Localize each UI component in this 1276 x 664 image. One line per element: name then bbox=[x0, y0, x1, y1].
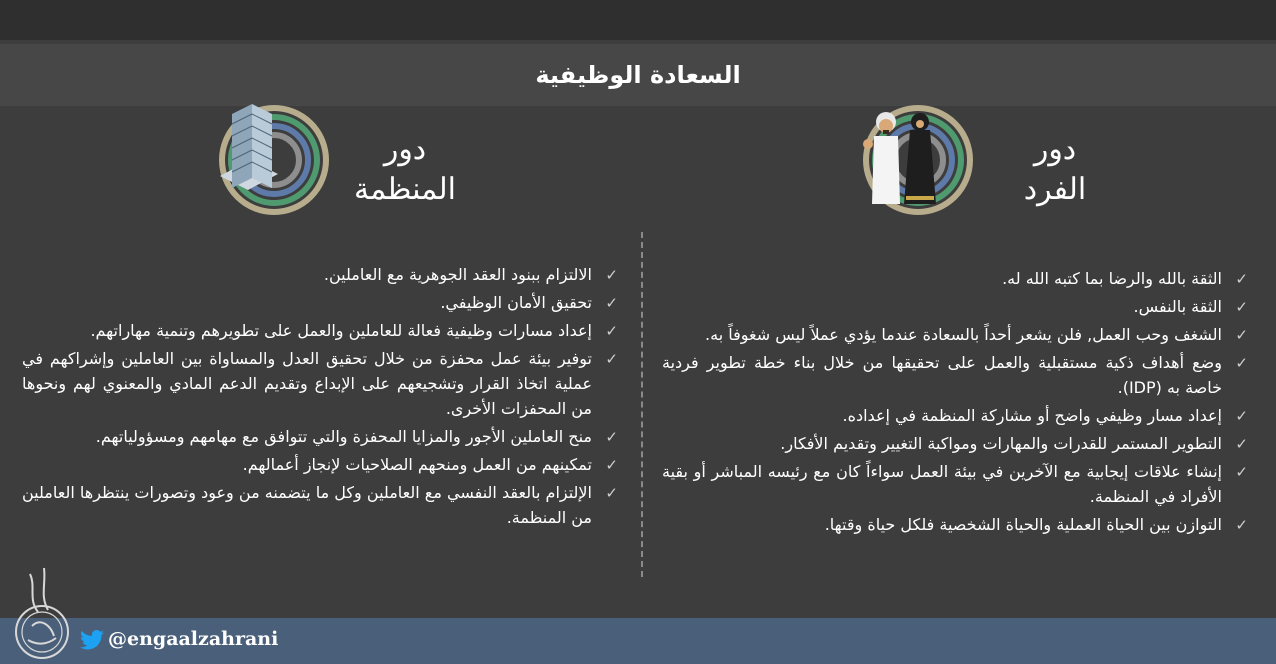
building-icon bbox=[220, 104, 278, 190]
check-icon: ✓ bbox=[1235, 354, 1248, 372]
list-item: ✓ إنشاء علاقات إيجابية مع الآخرين في بيئة العمل سواءاً كان مع رئيسه المباشر أو بقية الأفراد في المنظمة. bbox=[662, 462, 1248, 506]
check-icon: ✓ bbox=[1235, 298, 1248, 316]
list-item: ✓ الشغف وحب العمل, فلن يشعر أحداً بالسعادة عندما يؤدي عملاً ليس شغوفاً به. bbox=[662, 322, 1252, 347]
check-icon: ✓ bbox=[1235, 407, 1248, 425]
list-item: ✓ منح العاملين الأجور والمزايا المحفزة والتي تتوافق مع مهامهم ومسؤولياتهم. bbox=[22, 424, 622, 449]
check-icon: ✓ bbox=[605, 484, 618, 502]
check-icon: ✓ bbox=[1235, 435, 1248, 453]
list-item: ✓ الإلتزام بالعقد النفسي مع العاملين وكل ما يتضمنه من وعود وتصورات ينتظرها العاملين من المنظمة. bbox=[22, 483, 618, 527]
list-item: ✓ توفير بيئة عمل محفزة من خلال تحقيق العدل والمساواة بين العاملين وإشراكهم في عملية اتخاذ القرار وتشجيعهم على الإبداع وتقديم الدعم المادي والمعنوي لهم ونحوها من المحفزات الأخرى. bbox=[22, 349, 618, 418]
twitter-handle[interactable]: @engaalzahrani bbox=[108, 628, 279, 650]
check-icon: ✓ bbox=[605, 294, 618, 312]
list-item: ✓ الالتزام ببنود العقد الجوهرية مع العاملين. bbox=[22, 262, 622, 287]
organization-emblem bbox=[218, 104, 330, 216]
list-item: ✓ التوازن بين الحياة العملية والحياة الشخصية فلكل حياة وقتها. bbox=[662, 512, 1252, 537]
list-item: ✓ الثقة بالله والرضا بما كتبه الله له. bbox=[662, 266, 1252, 291]
top-band bbox=[0, 0, 1276, 40]
check-icon: ✓ bbox=[605, 322, 618, 340]
twitter-bird-icon[interactable] bbox=[80, 629, 104, 651]
organization-heading-line2: المنظمة bbox=[354, 172, 456, 207]
check-icon: ✓ bbox=[1235, 516, 1248, 534]
page-title: السعادة الوظيفية bbox=[535, 61, 741, 89]
check-icon: ✓ bbox=[1235, 270, 1248, 288]
couple-icon bbox=[863, 112, 936, 204]
list-item: ✓ الثقة بالنفس. bbox=[662, 294, 1252, 319]
organization-heading bbox=[340, 130, 470, 210]
list-item: ✓ تحقيق الأمان الوظيفي. bbox=[22, 290, 622, 315]
list-item: ✓ وضع أهداف ذكية مستقبلية والعمل على تحقيقها من خلال بناء خطة تطوير فردية خاصة به (IDP). bbox=[662, 353, 1248, 397]
individual-heading-line1: دور bbox=[1033, 132, 1077, 167]
list-item: ✓ إعداد مسارات وظيفية فعالة للعاملين والعمل على تطويرهم وتنمية مهاراتهم. bbox=[22, 318, 622, 343]
list-item: ✓ تمكينهم من العمل ومنحهم الصلاحيات لإنجاز أعمالهم. bbox=[22, 452, 622, 477]
column-divider bbox=[641, 232, 643, 577]
individual-list bbox=[662, 266, 1252, 540]
check-icon: ✓ bbox=[605, 428, 618, 446]
check-icon: ✓ bbox=[605, 350, 618, 368]
check-icon: ✓ bbox=[1235, 463, 1248, 481]
individual-heading-line2: الفرد bbox=[1023, 172, 1087, 207]
check-icon: ✓ bbox=[1235, 326, 1248, 344]
list-item: ✓ إعداد مسار وظيفي واضح أو مشاركة المنظمة في إعداده. bbox=[662, 403, 1252, 428]
organization-heading-line1: دور bbox=[383, 132, 427, 167]
calligraphy-logo-icon bbox=[10, 566, 76, 662]
list-item: ✓ التطوير المستمر للقدرات والمهارات ومواكبة التغيير وتقديم الأفكار. bbox=[662, 431, 1252, 456]
individual-emblem bbox=[862, 104, 974, 216]
organization-list bbox=[22, 262, 622, 533]
check-icon: ✓ bbox=[605, 266, 618, 284]
title-band bbox=[0, 44, 1276, 106]
check-icon: ✓ bbox=[605, 456, 618, 474]
individual-heading bbox=[1000, 130, 1110, 210]
